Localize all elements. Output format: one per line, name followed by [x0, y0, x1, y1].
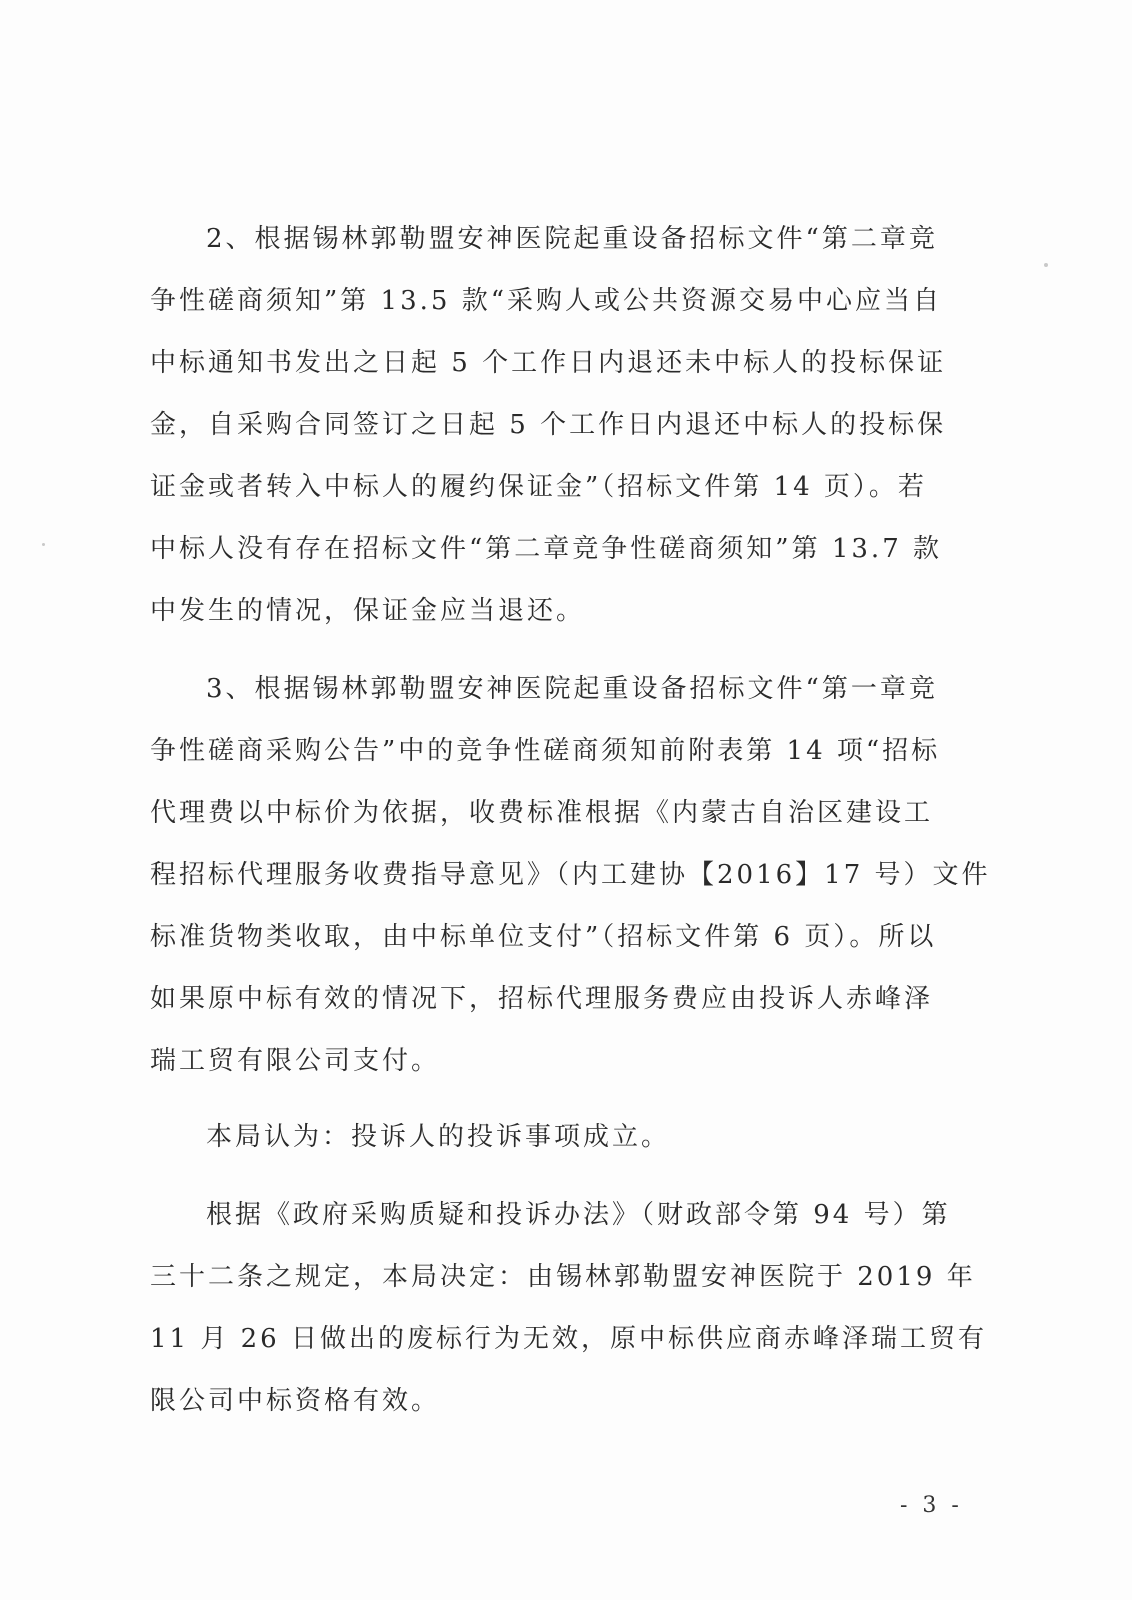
paragraph-2 — [150, 208, 970, 642]
text-line: 中发生的情况，保证金应当退还。 — [150, 596, 586, 626]
text-line: 标准货物类收取，由中标单位支付”（招标文件第 6 页）。所以 — [150, 922, 937, 952]
text-line: 限公司中标资格有效。 — [150, 1386, 441, 1416]
text-line: 证金或者转入中标人的履约保证金”（招标文件第 14 页）。若 — [150, 472, 927, 502]
text-line: 如果原中标有效的情况下，招标代理服务费应由投诉人赤峰泽 — [150, 984, 934, 1014]
decision-paragraph — [150, 1184, 987, 1432]
text-line: 根据《政府采购质疑和投诉办法》（财政部令第 94 号）第 — [206, 1200, 951, 1230]
text-line: 瑞工贸有限公司支付。 — [150, 1046, 441, 1076]
text-line: 争性磋商采购公告”中的竞争性磋商须知前附表第 14 项“招标 — [150, 736, 941, 766]
conclusion-paragraph — [150, 1106, 970, 1168]
text-line: 争性磋商须知”第 13.5 款“采购人或公共资源交易中心应当自 — [150, 286, 943, 316]
paragraph-3 — [150, 658, 991, 1092]
text-line: 程招标代理服务收费指导意见》（内工建协【2016】17 号）文件 — [150, 860, 991, 890]
page-number: - 3 - — [900, 1493, 963, 1518]
text-line: 3、根据锡林郭勒盟安神医院起重设备招标文件“第一章竞 — [206, 674, 938, 704]
document-body — [150, 208, 991, 1432]
text-line: 本局认为：投诉人的投诉事项成立。 — [206, 1122, 671, 1152]
text-line: 中标人没有存在招标文件“第二章竞争性磋商须知”第 13.7 款 — [150, 534, 943, 564]
scan-speck — [1044, 263, 1048, 267]
text-line: 中标通知书发出之日起 5 个工作日内退还未中标人的投标保证 — [150, 348, 947, 378]
text-line: 代理费以中标价为依据，收费标准根据《内蒙古自治区建设工 — [150, 798, 934, 828]
text-line: 金，自采购合同签订之日起 5 个工作日内退还中标人的投标保 — [150, 410, 947, 440]
text-line: 11 月 26 日做出的废标行为无效，原中标供应商赤峰泽瑞工贸有 — [150, 1324, 987, 1354]
text-line: 2、根据锡林郭勒盟安神医院起重设备招标文件“第二章竞 — [206, 224, 938, 254]
scan-speck — [42, 543, 45, 546]
text-line: 三十二条之规定，本局决定：由锡林郭勒盟安神医院于 2019 年 — [150, 1262, 976, 1292]
